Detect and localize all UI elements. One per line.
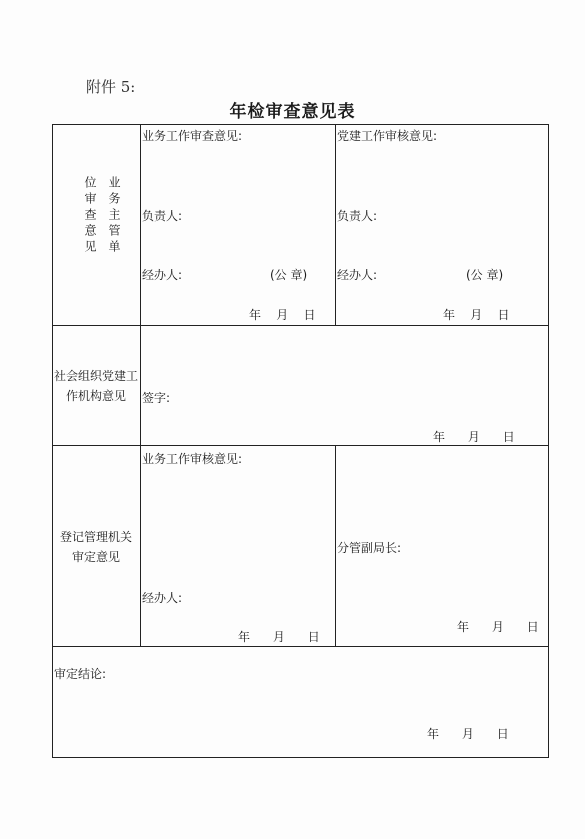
handler-label-right: 经办人:	[337, 268, 378, 282]
section3-handler-label: 经办人:	[142, 591, 183, 605]
date-left: 年 月 日	[249, 308, 316, 322]
section1-label	[80, 176, 124, 256]
section1-middle-divider	[335, 124, 336, 325]
section1-label-col1: 业务主管单	[107, 176, 121, 256]
attachment-label: 附件 5:	[86, 78, 136, 96]
section1-label-col2: 位审查意见	[83, 176, 97, 256]
label-column-divider	[140, 124, 141, 646]
section2-date: 年 月 日	[433, 430, 515, 444]
section2-label-line2: 作机构意见	[65, 389, 126, 403]
deputy-director-label: 分管副局长:	[337, 541, 402, 555]
section3-label-line1: 登记管理机关	[59, 530, 132, 544]
section3-label-line2: 审定意见	[71, 550, 120, 564]
seal-right: (公 章)	[466, 268, 504, 282]
responsible-label-right: 负责人:	[337, 209, 378, 223]
section2-label-line1: 社会组织党建工	[53, 369, 138, 383]
party-opinion-label: 党建工作审核意见:	[337, 129, 438, 143]
row-divider-1	[52, 325, 549, 326]
section2-label	[52, 366, 140, 406]
row-divider-2	[52, 445, 549, 446]
section3-middle-divider	[335, 445, 336, 646]
responsible-label-left: 负责人:	[142, 209, 183, 223]
conclusion-date: 年 月 日	[427, 727, 509, 741]
section3-date-left: 年 月 日	[238, 630, 320, 644]
section3-label	[52, 527, 140, 567]
date-right: 年 月 日	[443, 308, 510, 322]
sign-label: 签字:	[142, 391, 171, 405]
seal-left: (公 章)	[270, 268, 308, 282]
conclusion-label: 审定结论:	[54, 667, 107, 681]
form-title: 年检审查意见表	[229, 102, 356, 122]
business-review-label: 业务工作审核意见:	[142, 452, 243, 466]
handler-label-left: 经办人:	[142, 268, 183, 282]
business-opinion-label: 业务工作审查意见:	[142, 129, 243, 143]
section3-date-right: 年 月 日	[457, 620, 539, 634]
row-divider-3	[52, 646, 549, 647]
